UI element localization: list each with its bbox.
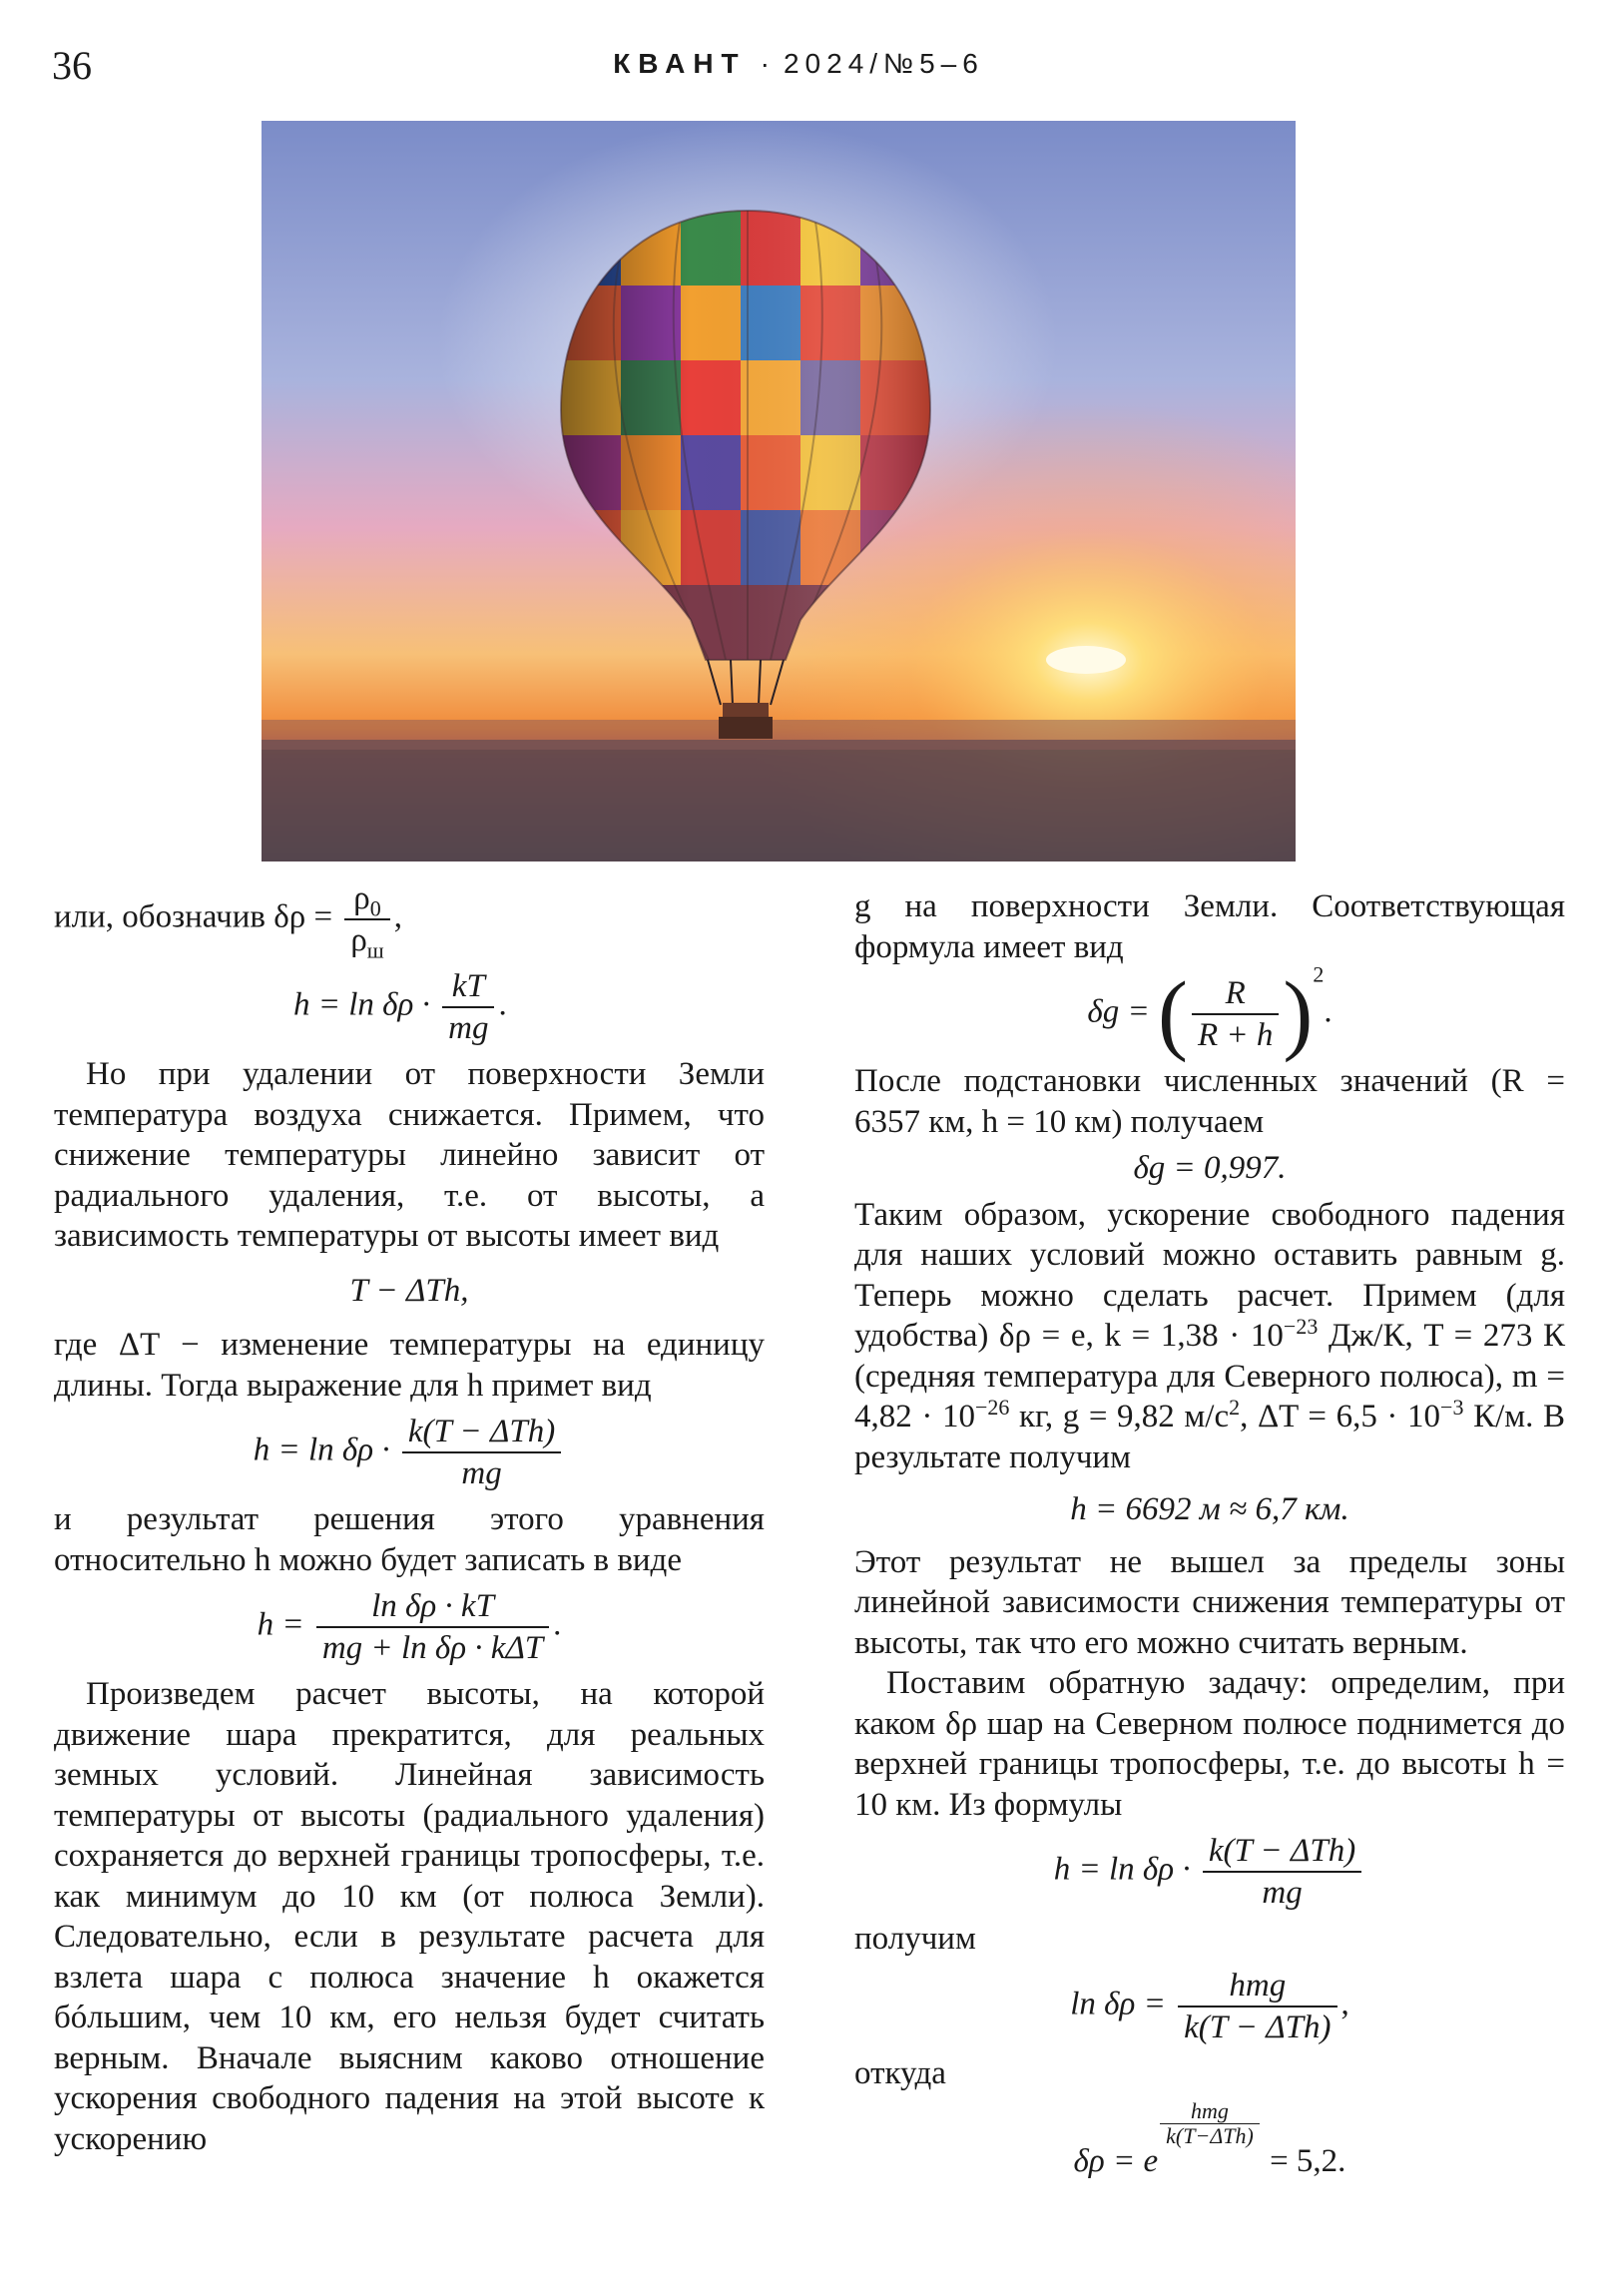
balloon-photo-illustration: [262, 121, 1296, 861]
rho0-symbol: ρ: [353, 880, 370, 916]
eq1-denominator: mg: [448, 1010, 489, 1046]
eq1-fraction: [442, 966, 494, 1048]
eqr5-comma: ,: [1340, 1986, 1349, 2022]
right-paragraph-verification: Этот результат не вышел за пределы зоны линейной зависимости снижения температуры от высоты, так что его можно считать верным.: [854, 1543, 1565, 1661]
eq4-fraction: [316, 1586, 549, 1668]
eq3-left: h = ln δρ ·: [253, 1432, 390, 1468]
page-header: [0, 42, 1597, 102]
eqr1-numerator: R: [1192, 973, 1279, 1015]
left-paragraph-temperature: Но при удалении от поверхности Земли температура воздуха снижается. Примем, что снижение температуры линейно зависит от радиального удаления, т.е. от высоты, а зависимость температуры от высоты имеет вид: [54, 1056, 765, 1254]
eqr6-left: δρ = e: [1073, 2143, 1159, 2179]
right-text-whence: откуда: [854, 2054, 946, 2091]
rhosh-symbol: ρ: [350, 922, 367, 958]
constants-text-c: кг, g = 9,82 м/с: [1009, 1399, 1230, 1435]
eqr1-exponent: 2: [1313, 961, 1325, 987]
journal-name: КВАНТ: [613, 48, 747, 79]
eqr4-left: h = ln δρ ·: [1053, 1851, 1191, 1888]
right-paragraph-formula-intro: g на поверхности Земли. Соответствующая формула имеет вид: [854, 888, 1565, 965]
equation-h-result: h = 6692 м ≈ 6,7 км.: [1070, 1491, 1349, 1527]
page-number: 36: [52, 43, 92, 88]
eq3-numerator: k(T − ΔTh): [402, 1412, 561, 1453]
right-text-obtain: получим: [854, 1921, 976, 1957]
equation-temperature-linear: T − ΔTh,: [349, 1272, 469, 1309]
eq4-period: .: [553, 1606, 562, 1643]
left-paragraph-delta-t: где ΔT − изменение температуры на единицу длины. Тогда выражение для h примет вид: [54, 1327, 765, 1404]
k-exponent: −23: [1283, 1314, 1319, 1339]
eqr4-denominator: mg: [1262, 1875, 1303, 1911]
eq3-fraction: [402, 1412, 561, 1493]
eq4-denominator: mg + ln δρ · kΔT: [321, 1630, 544, 1666]
equation-delta-g: [854, 961, 1565, 1063]
title-separator: ·: [760, 48, 770, 79]
eqr6-exp-numerator: hmg: [1160, 2099, 1260, 2124]
rho0-subscript: 0: [369, 895, 381, 921]
eqr4-fraction: [1203, 1831, 1361, 1913]
equation-delta-rho-value: [854, 2099, 1565, 2182]
right-parenthesis: ): [1283, 964, 1314, 1063]
issue-number: 2024/№5–6: [783, 48, 984, 79]
equation-h-solved: [54, 1586, 765, 1668]
rho-ratio-fraction: [344, 878, 389, 963]
equation-h-repeat: [854, 1831, 1565, 1913]
right-column: [854, 886, 1565, 2188]
eqr1-period: .: [1324, 993, 1332, 1030]
equation-ln-delta-rho: [854, 1966, 1565, 2047]
eq4-numerator: ln δρ · kT: [316, 1586, 549, 1628]
equation-h-with-gradient: [54, 1412, 765, 1493]
eq3-denominator: mg: [461, 1455, 502, 1491]
left-column: [54, 878, 765, 2159]
deltat-exponent: −3: [1440, 1395, 1464, 1420]
eqr1-left: δg =: [1087, 993, 1150, 1030]
eqr6-exp-denominator: k(T−ΔTh): [1166, 2123, 1254, 2148]
eqr5-fraction: [1178, 1966, 1336, 2047]
eqr5-denominator: k(T − ΔTh): [1184, 2009, 1331, 2045]
constants-text-b: Дж/К, T = 273 К (средняя температура для Северного полюса), m = 4,82 · 10: [854, 1318, 1565, 1435]
m-exponent: −26: [974, 1395, 1010, 1420]
rhosh-subscript: ш: [366, 937, 384, 963]
eqr6-result: = 5,2.: [1270, 2143, 1346, 2179]
eqr4-numerator: k(T − ΔTh): [1203, 1831, 1361, 1873]
eq1-period: .: [498, 986, 507, 1023]
left-parenthesis: (: [1157, 964, 1188, 1063]
equation-delta-g-value: δg = 0,997.: [1133, 1150, 1287, 1186]
running-title: [0, 48, 1597, 81]
eq1-left: h = ln δρ ·: [293, 986, 430, 1023]
right-paragraph-substitution: После подстановки численных значений (R = 6357 км, h = 10 км) получаем: [854, 1063, 1565, 1140]
constants-text-d: , ΔT = 6,5 · 10: [1240, 1399, 1441, 1435]
equation-h-basic: [54, 966, 765, 1048]
left-denotation-line: [54, 878, 765, 963]
hot-air-balloon-photo: [262, 121, 1296, 861]
left-paragraph-calculation: Произведем расчет высоты, на которой движение шара прекратится, для реальных земных условий. Линейная зависимость температуры от высоты (радиального удаления) сохраняется до верхней границы тропосферы, т.е. как минимум до 10 км (от полюса Земли). Следовательно, если в результате расчета для взлета шара с полюса значение h окажется бóльшим, чем 10 км, его нельзя будет считать верным. Вначале выясним каково отношение ускорения свободного падения на этой высоте к ускорению: [54, 1676, 765, 2157]
eqr5-numerator: hmg: [1178, 1966, 1336, 2008]
left-denote-comma: ,: [393, 898, 402, 935]
constants-text-a: Таким образом, ускорение свободного падения для наших условий можно оставить равным g. Теперь можно сделать расчет. Примем (для удобства) δρ = e, k = 1,38 · 10: [854, 1196, 1565, 1354]
left-paragraph-solution: и результат решения этого уравнения относительно h можно будет записать в виде: [54, 1501, 765, 1578]
eqr6-exponent-fraction: [1160, 2099, 1260, 2148]
right-paragraph-constants: [854, 1195, 1565, 1478]
eq1-numerator: kT: [442, 966, 494, 1008]
right-paragraph-inverse-problem: Поставим обратную задачу: определим, при каком δρ шар на Северном полюсе поднимется до верхней границы тропосферы, т.е. до высоты h = 10 км. Из формулы: [854, 1665, 1565, 1823]
eqr1-denominator: R + h: [1197, 1017, 1274, 1053]
eqr5-left: ln δρ =: [1070, 1986, 1166, 2022]
g-exponent: 2: [1229, 1395, 1241, 1420]
left-text-denote: или, обозначив δρ =: [54, 898, 333, 935]
eqr1-fraction: [1192, 973, 1279, 1055]
eq4-left: h =: [257, 1606, 304, 1643]
constants-text-e: К/м. В результате получим: [854, 1399, 1565, 1475]
